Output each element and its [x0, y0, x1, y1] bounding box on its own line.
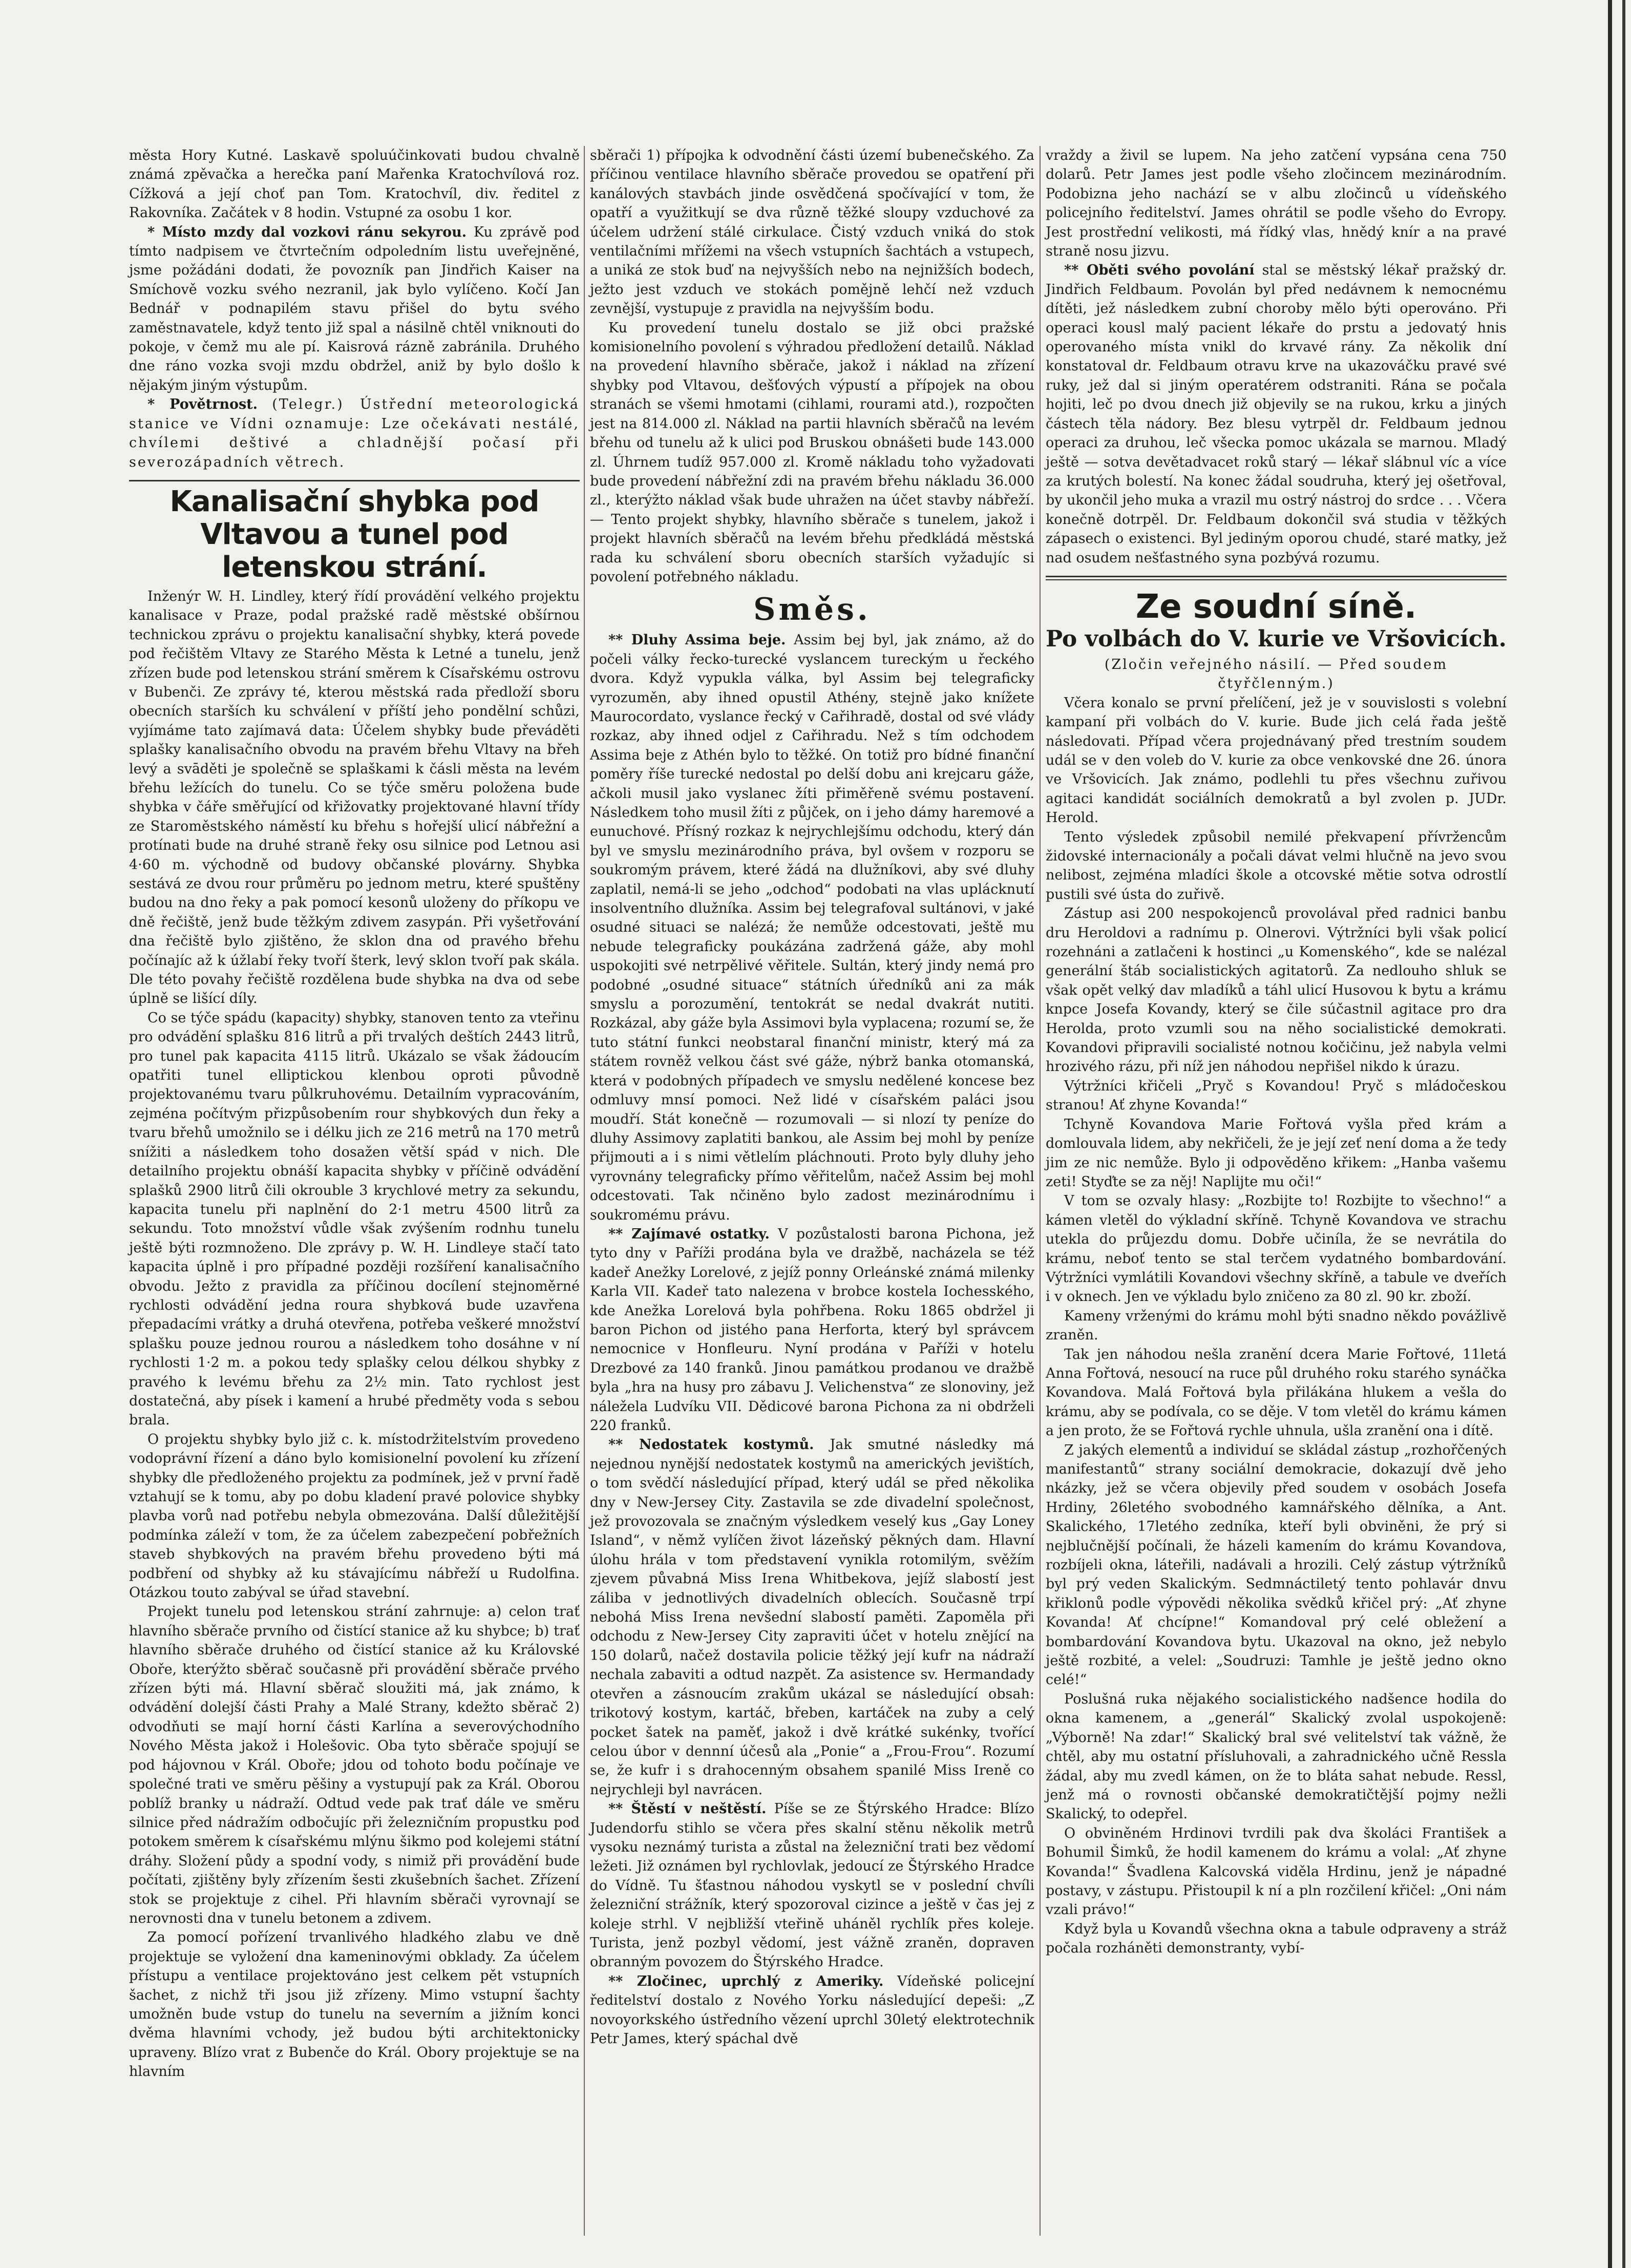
column-divider-2 [1040, 146, 1041, 2236]
news-item-text: stal se městský lékař pražský dr. Jindřich Feldbaum. Povolán byl před nedávnem k nemocnému dítěti, jež následkem zubní choroby mělo býti operováno. Při operaci kousl malý pacient lékaře do prstu a jedovatý hnis operovaného místa vnikl do krvavé rány. Za několik dní konstatoval dr. Feldbaum otravu krve na ukazováčku pravé své ruky, jež dal si jiným operatérem odstraniti. Rána se počala hojiti, leč po dvou dnech již objevily se na rukou, krku a jiných částech těla nádory. Bez blesu vytrpěl dr. Feldbaum jednou operaci za druhou, leč všecka pomoc ukázala se marnou. Mladý ještě — sotva devětadvacet roků starý — lékař slábnul víc a více za krutých bolestí. Na konec žádal soudruha, který jej ošetřoval, by ukončil jeho muka a vrazil mu ostrý nástroj do srdce . . . Včera konečně dotrpěl. Dr. Feldbaum dokončil svá studia v těžkých zápasech o existenci. Byl jediným oporou chudé, staré matky, jež nad osudem nešťastného syna pozbývá rozumu. [1046, 262, 1507, 566]
paragraph: vraždy a živil se lupem. Na jeho zatčení vypsána cena 750 dolarů. Petr James jest podle všeho zločincem mezinárodním. Podobizna jeho nachází se v albu zločinců u vídeňského policejního ředitelství. James ohrátil se podle všeho do Evropy. Jest prostřední velikosti, má řídký vlas, hnědý knír a na pravé straně nosu jizvu. [1046, 148, 1507, 260]
news-item-text: Píše se ze Štýrského Hradce: Blízo Judendorfu stihlo se včera přes skalní stěnu několik metrů vysoku neznámý turista a zůstal na železniční trati bez vědomí ležeti. Již oznámen byl rychlovlak, jedoucí ze Štýrského Hradce do Vídně. Tu šťastnou náhodou vyskytl se v poslední chvíli železniční strážník, který spozoroval cizince a ještě v čas jej z koleje strhl. V nejbližší vteřině uháněl rychlík přes koleje. Turista, jenž pozbyl vědomí, jest vážně zraněn, dopraven obranným povozem do Štýrského Hradce. [590, 1801, 1034, 1970]
paragraph: V tom se ozvaly hlasy: „Rozbijte to! Rozbijte to všechno!“ a kámen vletěl do výkladní skříně. Tchyně Kovandova ve strachu utekla do průjezdu domu. Dobře učiníla, že se nevrátila do krámu, neboť tento se stal terčem vydatného bombardování. Výtržníci vymlátili Kovandovi všechny skříně, a tabule ve dveřích i v oknech. Jen ve výkladu bylo zničeno za 80 zl. 90 kr. zboží. [1046, 1193, 1507, 1305]
paragraph: Projekt tunelu pod letenskou strání zahrnuje: a) celon trať hlavního sběrače prvního od čistící stanice až ku shybce; b) trať hlavního sběrače druhého od čistící stanice až ku Královské Oboře, kterýžto sběrač současně při provádění sběrače prvého zřízen býti má. Hlavní sběrač sloužiti má, jak známo, k odvádění dolejší části Prahy a Malé Strany, kdežto sběrač 2) odvodňuti se mají horní části Karlína a severovýchodního Nového Města jakož i Holešovic. Oba tyto sběrače spojují se pod hájovnou v Král. Oboře; jdou od tohoto bodu počínaje ve společné trati ve směru pěšiny a vystupují pak za Král. Oborou poblíž branky u nádraží. Odtud vede pak trať dále ve směru silnice před nádražím odbočujíc při železničním propustku pod potokem směrem k císařskému mlýnu šikmo pod kolejemi státní dráhy. Složení půdy a spodní vody, s nimiž při provádění bude počítati, zjištěny byly zřízením šesti zkušebních šachet. Zřízení stok se projektuje z cihel. Při hlavním sběrači vyrovnají se nerovnosti dna v tunelu betonem a zdivem. [129, 1604, 580, 1926]
news-item [590, 631, 1034, 1225]
paragraph: sběrači 1) přípojka k odvodnění části území bubenečského. Za příčinou ventilace hlavního sběrače provedou se opatření při kanálových stavbách jinde osvědčená spočívající v tom, že opatří a využitkují se dva různě těžké sloupy vzduchové za účelem udržení stálé cirkulace. Čistý vzduch vniká do stok ventilačními mřížemi na všech vstupních šachtách a vstupech, a uniká ze stok buď na nejvyšších nebo na nejnižších bodech, ježto jest vzduch ve stokách pomějně lehčí než vzduch zevnější, vystupuje z pravidla na nejvyšším bodu. [590, 148, 1034, 317]
paragraph: Ku provedení tunelu dostalo se již obci pražské komisionelního povolení s výhradou předložení detailů. Náklad na provedení hlavního sběrače, jakož i náklad na zřízení shybky pod Vltavou, dešťových výpustí a přípojek na obou stranách se všemi hmotami (cihlami, rourami atd.), rozpočten jest na 814.000 zl. Náklad na partii hlavních sběračů na levém břehu od tunelu až k ulici pod Bruskou obnášeti bude 143.000 zl. Úhrnem tudíž 957.000 zl. Kromě nákladu toho vyžadovati bude provedení nábřežní zdi na pravém břehu nákladu 36.000 zl., kterýžto náklad však bude uhražen na účet stavby nábřeží. — Tento projekt shybky, hlavního sběrače s tunelem, jakož i projekt hlavních sběračů na levém břehu předkládá městská rada ku schválení sboru obecních starších vyžadujíc si povolení potřebného nákladu. [590, 320, 1034, 585]
news-item-text: Ku zprávě pod tímto nadpisem ve čtvrtečním odpoledním listu uveřejněné, jsme požádáni dodati, že povozník pan Jindřich Kaiser na Smíchově vozku svého nezranil, jak bylo vylíčeno. Kočí Jan Bednář v podnapilém stavu přišel do bytu svého zaměstnavatele, když tento již spal a násilně chtěl vniknouti do pokoje, v čemž mu ale pí. Kaisrová rázně zabránila. Druhého dne ráno vozka svoji mzdu obdržel, aniž by bylo došlo k nějakým jiným výstupům. [129, 224, 580, 393]
paragraph: Co se týče spádu (kapacity) shybky, stanoven tento za vteřinu pro odvádění splašku 816 litrů a při trvalých deštích 2443 litrů, pro tunel pak kapacita 4115 litrů. Ukázalo se však žádoucím opatřiti tunel elliptickou klenbou oproti původně projektovanému tvaru půlkruhovému. Detailním vypracováním, zejména počítvým přizpůsobením rour shybkových dun řeky a tvaru břehů umožnilo se i délku jich ze 216 metrů na 170 metrů snížiti a následkem toho dosažen větší spád v nich. Dle detailního projektu obnáší kapacita shybky v příčině odvádění splašků 2900 litrů čili okrouble 3 krychlové metry za sekundu, kapacita tunelu při naplnění do 2·1 metru 4500 litrů za sekundu. Toto množství vůdle však zvýšením rodnhu tunelu ještě býti rozmnoženo. Dle zprávy p. W. H. Lindleye stačí tato kapacita úplně i pro případné později rozšíření kanalisačního obvodu. Ježto z pravidla za příčinou docílení stejnoměrné rychlosti odvádění jedna roura shybková bude uzavřena přepadacími vrátky a druhá otevřena, potřeba veškeré množství splašku pouze jednou rourou a následkem toho dosáhne v ní rychlosti 1·2 m. a pokou tedy splašky celou délkou shybky z pravého k levému břehu za 2½ min. Tato rychlost jest dostatečná, aby písek i kamení a hrubé předměty voda s sebou brala. [129, 1010, 580, 1429]
paragraph: O obviněném Hrdinovi tvrdili pak dva školáci František a Bohumil Šimků, že hodil kamenem do krámu a volal: „Ať zhyne Kovanda!“ Švadlena Kalcovská viděla Hrdinu, jenž je nápadné postavy, v zástupu. Přistoupil k ní a pln rozčilení křičel: „Oni nám vzali právo!“ [1046, 1825, 1507, 1918]
section-heading-court: Ze soudní síně. [1135, 587, 1417, 626]
news-item [590, 1799, 1034, 1972]
paragraph: Když byla u Kovandů všechna okna a tabule odpraveny a stráž počala rozháněti demonstranty, vybí- [1046, 1921, 1507, 1957]
news-item-title: * Povětrnost. [147, 396, 258, 413]
paragraph: Inženýr W. H. Lindley, který řídí provádění velkého projektu kanalisace v Praze, podal pražské radě městské obšírnou technickou zprávu o projektu kanalisační shybky, která povede pod řečištěm Vltavy ze Starého Města k Letné a tunelu, jenž zřízen bude pod letenskou strání směrem k Císařskému ostrovu v Bubenči. Ze zprávy té, kterou městská rada předloží sboru obecních starších ku schválení v příští jeho pondělní schůzi, vyjímáme tato zajímavá data: Účelem shybky bude převáděti splašky kanalisačního obvodu na pravém břehu Vltavy na břeh levý a svāděti je společně se splaškami k čásli města na levém břehu ležících do tunelu. Co se týče směru položena bude shybka v čáře směřující od křižovatky projektované hlavní třídy ze Staroměstského náměstí ku břehu s hořejší ulicí nábřežní a protínati bude na druhé straně řeky osu silnice pod Letnou asi 4·60 m. východně od budovy občanské plovárny. Shybka sestává ze dvou rour průměru po jednom metru, které spuštěny budou na dno řeky a pak pomocí kesonů uloženy do příkopu ve dně řečiště, jenž bude těžkým zdivem zasypán. Při vyšetřování dna řečiště bylo zjištěno, že sklon dna od pravého břehu počínajíc až k úžlabí řeky tvoří šterk, levý sklon tvoří pak skála. Dle této povahy řečiště rozdělena bude shybka na dva od sebe úplně se lišící díly. [129, 588, 580, 1007]
news-item-title: ** Nedostatek kostymů. [608, 1437, 814, 1453]
page-edge-shadow [1608, 0, 1612, 2268]
column-2 [590, 146, 1034, 2048]
column-1 [129, 146, 580, 2082]
paragraph: Tak jen náhodou nešla zranění dcera Marie Fořtové, 11letá Anna Fořtová, nesoucí na ruce půl druhého roku starého synáčka Kovandova. Malá Fořtová byla přilákána hlukem a vešla do krámu, aby se podívala, co se děje. V tom vletěl do krámu kámen a jen proto, že se Fořtová rychle uhnula, ušla zranění ona i dítě. [1046, 1346, 1507, 1439]
page-edge-shadow-outer [1622, 0, 1625, 2268]
news-item-text: V pozůstalosti barona Pichona, jež tyto dny v Paříži prodána byla ve dražbě, nacházela se též kadeř Anežky Lorelové, z jejíž ponny Orleánské známá milenky Karla VII. Kadeř tato nalezena v brobce kostela Iochesského, kde Anežka Lorelová byla pohřbena. Roku 1865 obdržel ji baron Pichon od jistého pana Herforta, který byl správcem nemocnice v Honfleuru. Nyní prodána v Paříži v hotelu Drezbové za 140 franků. Jinou památkou prodanou ve dražbě byla „hra na husy pro zábavu J. Velichenstva“ ze slonoviny, jež náležela Ludvíku VII. Dědicové barona Pichona za ni obdrželi 220 franků. [590, 1226, 1034, 1434]
section-rule [1046, 576, 1507, 577]
news-item-title: * Místo mzdy dal vozkovi ránu sekyrou. [147, 224, 467, 240]
section-rule [129, 480, 580, 481]
paragraph: Výtržníci křičeli „Pryč s Kovandou! Pryč s mládočeskou stranou! Ať zhyne Kovanda!“ [1046, 1078, 1507, 1114]
news-item [129, 223, 580, 395]
paragraph: O projektu shybky bylo již c. k. místodržitelstvím provedeno vodoprávní řízení a dáno bylo komisionelní povolení ku zřízení shybky dle předloženého projektu za podmínek, jež v první řadě vztahují se k tomu, aby po dobu kladení pravé polovice shybky plavba vorů nad potřebu nebyla obmezována. Další důležitější podmínka záleží v tom, že za účelem zabezpečení pobřežních staveb shybkových na pravém břehu provedeno býti má podbření od shybky až ku stávajícímu nábřeží u Rudolfina. Otázkou touto zabýval se úřad stavební. [129, 1431, 580, 1601]
column-3 [1046, 146, 1507, 1958]
article-subnote: (Zločin veřejného násilí. — Před soudem čtyřčlenným.) [1104, 656, 1448, 692]
paragraph: Zástup asi 200 nespokojenců provolával před radnici banbu dru Heroldovi a radnímu p. Olnerovi. Výtržníci byli však policí rozehnáni a zatlačeni k hostinci „u Komenského“, kde se nalézal generální štáb socialistických agitatorů. Za nedlouho shluk se však opět velký dav mladíků a táhl ulicí Husovou k bytu a krámu knpce Josefa Kovandy, který se čile súčastnil agitace pro dra Herolda, proto vzumli sou na něho socialistické demokrati. Kovandovi připravili socialisté notnou kočičinu, jež nabyla velmi hrozivého rázu, při níž jen náhodou nepřišel nikdo k úrazu. [1046, 906, 1507, 1075]
article-headline: Po volbách do V. kurie ve Vršovicích. [1046, 625, 1507, 652]
paragraph: města Hory Kutné. Laskavě spoluúčinkovati budou chvalně známá zpěvačka a herečka paní Mařenka Kratochvílová roz. Cížková a její choť pan Tom. Kratochvíl, div. ředitel z Rakovníka. Začátek v 8 hodin. Vstupné za osobu 1 kor. [129, 148, 580, 221]
news-item-title: ** Dluhy Assima beje. [608, 632, 786, 648]
section-heading-smes: Směs. [753, 592, 871, 628]
news-item [129, 395, 580, 472]
column-divider-1 [584, 146, 585, 2236]
news-item-title: ** Oběti svého povolání [1064, 262, 1255, 279]
paragraph: Tento výsledek způsobil nemilé překvapení přívržencům židovské internacionály a počali dávat velmi hlučně na jevo svou nelibost, zejména mladíci škole a otcovské mětie sotva odrostlí pustili své ústa do zuřivě. [1046, 829, 1507, 902]
news-item-title: ** Štěstí v neštěstí. [608, 1801, 767, 1817]
news-item [1046, 261, 1507, 568]
news-item-text: Vídeňské policejní ředitelství dostalo z Nového Yorku následující depeši: „Z novoyorkského ústředního vězení uprchl 30letý elektrotechnik Petr James, který spáchal dvě [590, 1973, 1034, 2047]
news-item [590, 1435, 1034, 1799]
news-item-text: (Telegr.) Ústřední meteorologická stanice ve Vídni oznamuje: Lze očekávati nestálé, chvílemi deštivé a chladnější počasí při severozápadních větrech. [129, 396, 580, 470]
paragraph: Poslušná ruka nějakého socialistického nadšence hodila do okna kamenem, a „generál“ Skalický zvolal uspokojeně: „Výborně! Na zdar!“ Skalický bral své velitelství tak vážně, že chtěl, aby mu ostatní přísluhovali, a zahradnického učně Ressla žádal, aby mu zvedl kámen, on že to bláta sahat nebude. Ressl, jenž má o rovnosti občanské demokratičtější pojmy nežli Skalický, to odepřel. [1046, 1691, 1507, 1822]
news-item-title: ** Zajímavé ostatky. [608, 1226, 770, 1242]
paragraph: Za pomocí pořízení trvanlivého hladkého zlabu ve dně projektuje se vyložení dna kameninovými obklady. Za účelem přístupu a ventilace projektováno jest celkem pět vstupních šachet, z nichž tři jsou již zřízeny. Mimo vstupní šachty umožněn bude vstup do tunelu na severním a jižním konci dvěma hlavními vchody, jež budou býti architektonicky upraveny. Blízo vrat z Bubenče do Král. Obory projektuje se na hlavním [129, 1929, 580, 2080]
article-headline: Kanalisační shybka pod Vltavou a tunel pod letenskou strání. [170, 485, 539, 584]
news-item-text: Assim bej byl, jak známo, až do počeli války řecko-turecké vyslancem tureckým u řeckého dvora. Když vypukla válka, byl Assim bej telegraficky vyrozuměn, aby ihned opustil Athény, stejně jako knížete Maurocordato, vyslance řecký v Cařihradě, dostal od své vlády rozkaz, aby ihned odjel z Cařihradu. Než s tím odchodem Assima beje z Athén bylo to těžké. On totiž pro bídné finanční poměry říše turecké nedostal po delší dobu ani krejcaru gáže, ačkoli musil jako vyslanec žíti přiměřeně svému postavení. Následkem toho musil žíti z půjček, on i jeho dámy haremové a eunuchové. Přísný rozkaz k nejrychlejšímu odchodu, který dán byl ve smyslu mezinárodního práva, byl ovšem v rozporu se soukromým právem, které žádá na dlužníkovi, aby své dluhy zaplatil, nemá-li se jeho „odchod“ podobati na vlas uplácknutí insolventního dlužníka. Assim bej telegrafoval sultánovi, v jaké osudné situaci se nalézá; že nemůže odcestovati, ještě mu nebude telegraficky poukázána zadržená gáže, aby mohl uspokojiti své netrpělivé věřitele. Sultán, který jindy nemá pro podobné „osudné situace“ státních úředníků ani za mák smyslu a porozumění, tentokrát se nedal dvakrát nutiti. Rozkázal, aby gáže byla Assimovi byla vyplacena; rozumí se, že tuto státní funkci neobstaral finanční ministr, který má za státem rovněž velkou část své gáže, nýbrž banka otomanská, která v podobných případech ve smyslu nedělené koncese bez odmluvy mnsí pomoci. Než lidé v císařském paláci jsou moudří. Stát konečně — rozumovali — si nlozí ty peníze do dluhy Assimovy zaplatiti bankou, ale Assim bej mohl by peníze přijmouti a i s nimi větlelím pláchnouti. Proto byly dluhy jeho vyrovnány telegraficky přímo věřitelům, načež Assim bej mohl odcestovati. Tak nčiněno bylo zadost mezinárodnímu i soukromému právu. [590, 632, 1034, 1223]
paragraph: Včera konalo se první přelíčení, jež je v souvislosti s volební kampaní při volbách do V. kurie. Bude jich celá řada ještě následovati. Případ včera projednávaný před trestním soudem udál se v den voleb do V. kurie za obce venkovské dne 26. února ve Vršovicích. Jak známo, podlehli tu přes všechnu zuřivou agitaci kandidát sociálních demokratů a byl zvolen p. JUDr. Herold. [1046, 695, 1507, 826]
paragraph: Kameny vrženými do krámu mohl býti snadno někdo povážlivě zraněn. [1046, 1308, 1507, 1343]
paragraph: Z jakých elementů a individuí se skládal zástup „rozhořčených manifestantů“ strany sociální demokracie, dokazují dvě jeho nkázky, jež se včera objevily před soudem v osobách Josefa Hrdiny, 26letého svobodného kamnářského dělníka, a Ant. Skalického, 17letého zedníka, kteří byli obviněni, že prý si nejblučnější počínali, že házeli kamením do krámu Kovandova, rozbíjeli okna, láteřili, nadávali a hrozili. Celý zástup výtržníků byl prý veden Skalickým. Sedmnáctiletý tento pohlavár dnvu křiklonů podle výpovědi několika svědků křičel prý: „Ať zhyne Kovanda! Ať chcípne!“ Komandoval prý celé obležení a bombardování Kovandova bytu. Ukazoval na okno, jež nebylo ještě rozbité, a velel: „Soudruzi: Tamhle je ještě jedno okno celé!“ [1046, 1442, 1507, 1688]
news-item [590, 1225, 1034, 1435]
section-rule [1046, 579, 1507, 580]
news-item [590, 1972, 1034, 2049]
news-item-text: Jak smutné následky má nejednou nynější nedostatek kostymů na amerických jevištích, o tom svědčí následující případ, který udál se před několika dny v New-Jersey City. Zastavila se zde divadelní společnost, jež provozovala se značným výsledkem veselý kus „Gay Loney Island“, v němž vylíčen život lázeňský pěkných dam. Hlavní úlohu hrála v tom představení vynikla rotomilým, svěžím zjevem půvabná Miss Irena Whitbekova, jejíž slabostí jest záliba v jednotlivých divadelních oblecích. Současně trpí nebohá Miss Irena nevšední slabostí paměti. Zapoměla při odchodu z New-Jersey City zapraviti účet v hotelu znějící na 150 dolarů, načež dostavila policie těžký její kufr na nádraží nechala zabaviti a odtud nazpět. Za asistence sv. Hermandady otevřen a zásnoucím zrakům ukázal se následující obsah: trikotový kostym, kartáč, břeben, kartáček na zuby a celý pocket šatek na paměť, jakož i dvě krátké sukénky, tvořící celou úbor v dennní účesů ala „Ponie“ a „Frou-Frou“. Rozumí se, že kufr i s drahocenným obsahem spanilé Miss Ireně co nejrychleji byl navrácen. [590, 1437, 1034, 1798]
paragraph: Tchyně Kovandova Marie Fořtová vyšla před krám a domlouvala lidem, aby nekřičeli, že je její zeť není doma a že tedy jim ze nic nemůže. Bylo ji odpověděno křikem: „Hanba vašemu zeti! Styďte se za něj! Naplijte mu oči!“ [1046, 1116, 1507, 1190]
news-item-title: ** Zločinec, uprchlý z Ameriky. [608, 1973, 884, 1989]
